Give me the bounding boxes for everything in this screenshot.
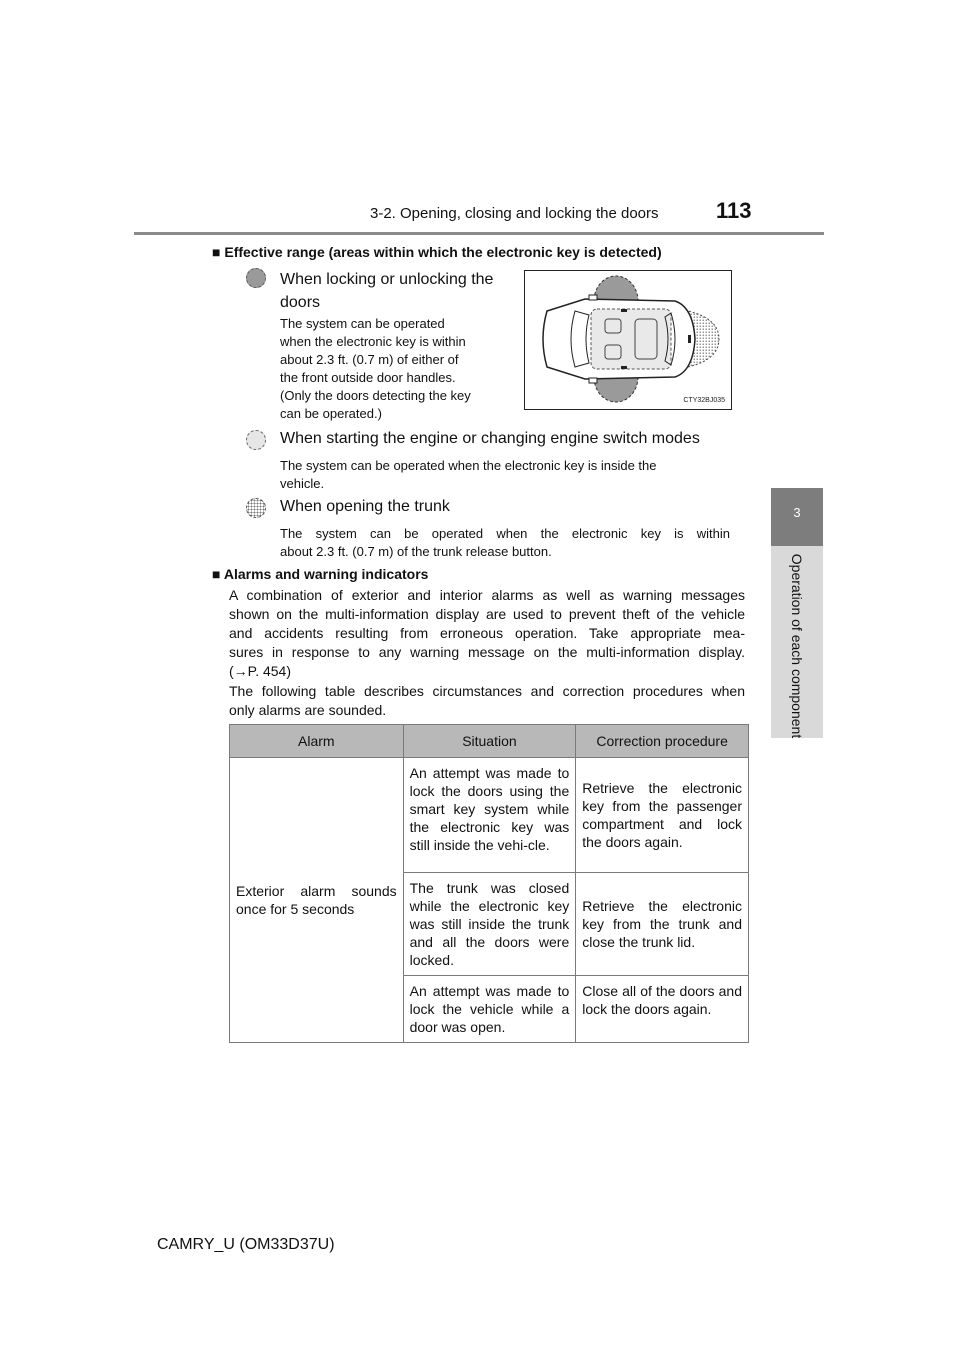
trunk-button-marker xyxy=(688,335,691,343)
paragraph-line: (→P. 454) xyxy=(229,663,291,679)
trunk-opening-body xyxy=(280,525,730,561)
alarms-table xyxy=(229,724,749,1043)
body-line: the front outside door handles. xyxy=(280,370,456,385)
engine-start-title: When starting the engine or changing engine switch modes xyxy=(280,430,700,447)
effective-range-heading-text: Effective range (areas within which the electronic key is detected) xyxy=(224,244,662,260)
locking-unlocking-title-line: doors xyxy=(280,294,321,311)
trunk-opening-title: When opening the trunk xyxy=(280,498,450,515)
left-mirror xyxy=(589,295,597,300)
body-line: about 2.3 ft. (0.7 m) of either of xyxy=(280,352,459,367)
locking-unlocking-body xyxy=(280,315,504,423)
column-header: Correction procedure xyxy=(576,725,749,758)
paragraph-line: sures in response to any warning message on the multi-information display. xyxy=(229,644,745,660)
paragraph-line: A combination of exterior and interior alarms as well as warning messages xyxy=(229,587,745,603)
page-number: 113 xyxy=(716,198,752,223)
door-handle-marker xyxy=(621,309,627,312)
correction-cell: Retrieve the electronic key from the trunk and close the trunk lid. xyxy=(576,873,749,976)
alarms-heading-text: Alarms and warning indicators xyxy=(223,566,429,582)
alarm-cell: Exterior alarm sounds once for 5 seconds xyxy=(230,758,404,1043)
paragraph-line: shown on the multi-information display are used to prevent theft of the vehicle xyxy=(229,606,745,622)
situation-cell: An attempt was made to lock the vehicle while a door was open. xyxy=(403,976,576,1043)
cabin-zone xyxy=(591,309,671,369)
alarms-paragraph-2 xyxy=(229,682,745,720)
door-handle-marker xyxy=(621,366,627,369)
alarms-paragraph-1 xyxy=(229,586,745,681)
table-header-row xyxy=(230,725,749,758)
body-line: The system can be operated when the electronic key is inside the xyxy=(280,458,657,473)
square-bullet-icon: ■ xyxy=(212,244,221,260)
chapter-title: Operation of each component xyxy=(789,553,805,739)
paragraph-line: only alarms are sounded. xyxy=(229,702,387,718)
square-bullet-icon: ■ xyxy=(212,566,221,582)
dark-dashed-circle-icon xyxy=(246,268,266,288)
body-line: can be operated.) xyxy=(280,406,382,421)
paragraph-line: and accidents resulting from erroneous operation. Take appropriate mea- xyxy=(229,625,745,641)
situation-cell: The trunk was closed while the electronic key was still inside the trunk and all the doors were locked. xyxy=(403,873,576,976)
body-line: when the electronic key is within xyxy=(280,334,466,349)
locking-unlocking-title xyxy=(280,268,493,314)
header-rule xyxy=(134,232,824,235)
body-line: The system can be operated xyxy=(280,316,445,331)
alarms-heading xyxy=(212,566,428,582)
body-line: (Only the doors detecting the key xyxy=(280,388,471,403)
right-mirror xyxy=(589,378,597,383)
engine-start-body xyxy=(280,457,730,493)
situation-cell: An attempt was made to lock the doors using the smart key system while the electronic key was still inside the vehi-cle. xyxy=(403,758,576,873)
paragraph-line: The following table describes circumstances and correction procedures when xyxy=(229,683,745,699)
column-header: Situation xyxy=(403,725,576,758)
table-row xyxy=(230,758,749,873)
chapter-number: 3 xyxy=(793,505,801,520)
body-line: vehicle. xyxy=(280,476,325,491)
model-code: CAMRY_U (OM33D37U) xyxy=(157,1236,335,1253)
correction-cell: Retrieve the electronic key from the passenger compartment and lock the doors again. xyxy=(576,758,749,873)
car-top-view-illustration xyxy=(525,271,731,409)
car-detection-figure xyxy=(524,270,732,410)
column-header: Alarm xyxy=(230,725,404,758)
correction-cell: Close all of the doors and lock the doors again. xyxy=(576,976,749,1043)
locking-unlocking-title-line: When locking or unlocking the xyxy=(280,271,494,288)
effective-range-heading xyxy=(212,244,662,260)
body-line: about 2.3 ft. (0.7 m) of the trunk release button. xyxy=(280,544,552,559)
dotted-circle-icon xyxy=(246,498,266,518)
body-line: The system can be operated when the electronic key is within xyxy=(280,526,730,541)
figure-code: CTY32BJ035 xyxy=(683,397,725,404)
light-dashed-circle-icon xyxy=(246,430,266,450)
section-title: 3-2. Opening, closing and locking the doors xyxy=(370,205,659,222)
